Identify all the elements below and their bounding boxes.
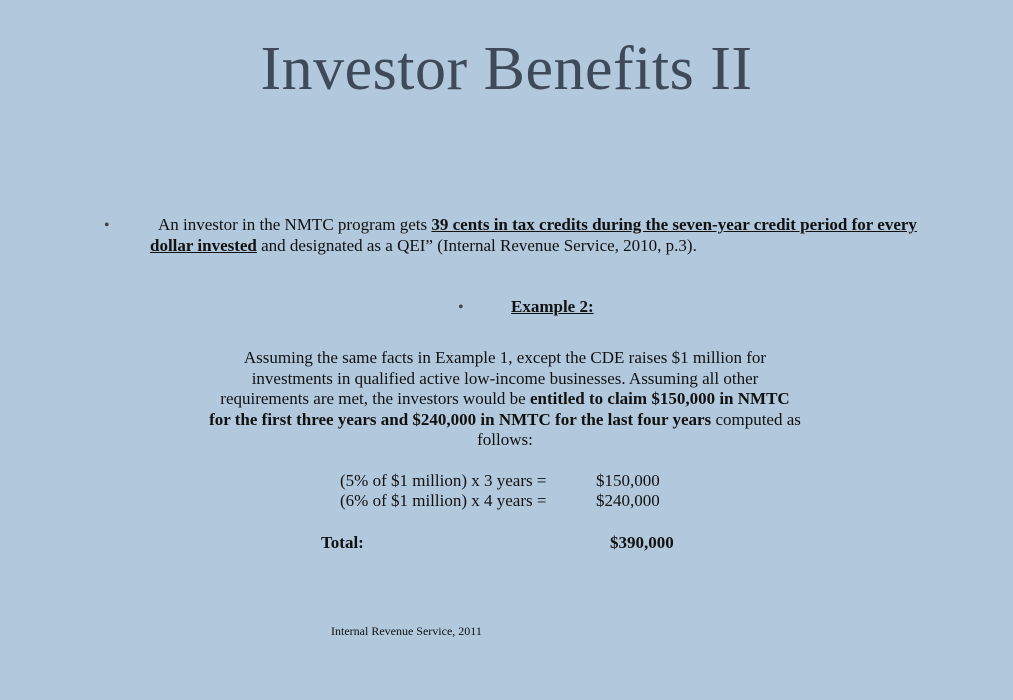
example-line-bold: for the first three years and $240,000 in NMTC for the last four years (209, 409, 712, 429)
slide-title: Investor Benefits II (260, 35, 753, 103)
example-line: follows: (477, 430, 533, 449)
example-line (130, 410, 880, 431)
calc-value: $150,000 (596, 471, 660, 490)
bullet-paragraph (150, 214, 920, 256)
total-value: $390,000 (610, 533, 674, 552)
bullet-icon: • (104, 217, 110, 234)
calc-label: (6% of $1 million) x 4 years = (340, 491, 547, 510)
bullet-text-highlight: 39 cents in tax credits during the seven-year credit period for every dollar invested (150, 215, 917, 255)
calc-value: $240,000 (596, 491, 660, 510)
bullet-icon: • (458, 299, 464, 316)
source-citation: Internal Revenue Service, 2011 (331, 624, 482, 638)
example-line (130, 389, 880, 410)
example-line-text: computed as (711, 409, 801, 429)
calc-label: (5% of $1 million) x 3 years = (340, 471, 547, 490)
example-heading: Example 2: (511, 297, 594, 316)
example-line: Assuming the same facts in Example 1, except the CDE raises $1 million for (243, 348, 767, 367)
example-paragraph (130, 348, 880, 451)
total-label: Total: (321, 533, 364, 552)
example-line-bold: entitled to claim $150,000 in NMTC (529, 389, 790, 408)
example-line: investments in qualified active low-income businesses. Assuming all other (251, 368, 759, 388)
bullet-text-post: and designated as a QEI” (Internal Revenue Service, 2010, p.3). (256, 236, 697, 255)
bullet-text-pre: An investor in the NMTC program gets (158, 215, 432, 234)
example-line-text: requirements are met, the investors would be (220, 389, 530, 408)
